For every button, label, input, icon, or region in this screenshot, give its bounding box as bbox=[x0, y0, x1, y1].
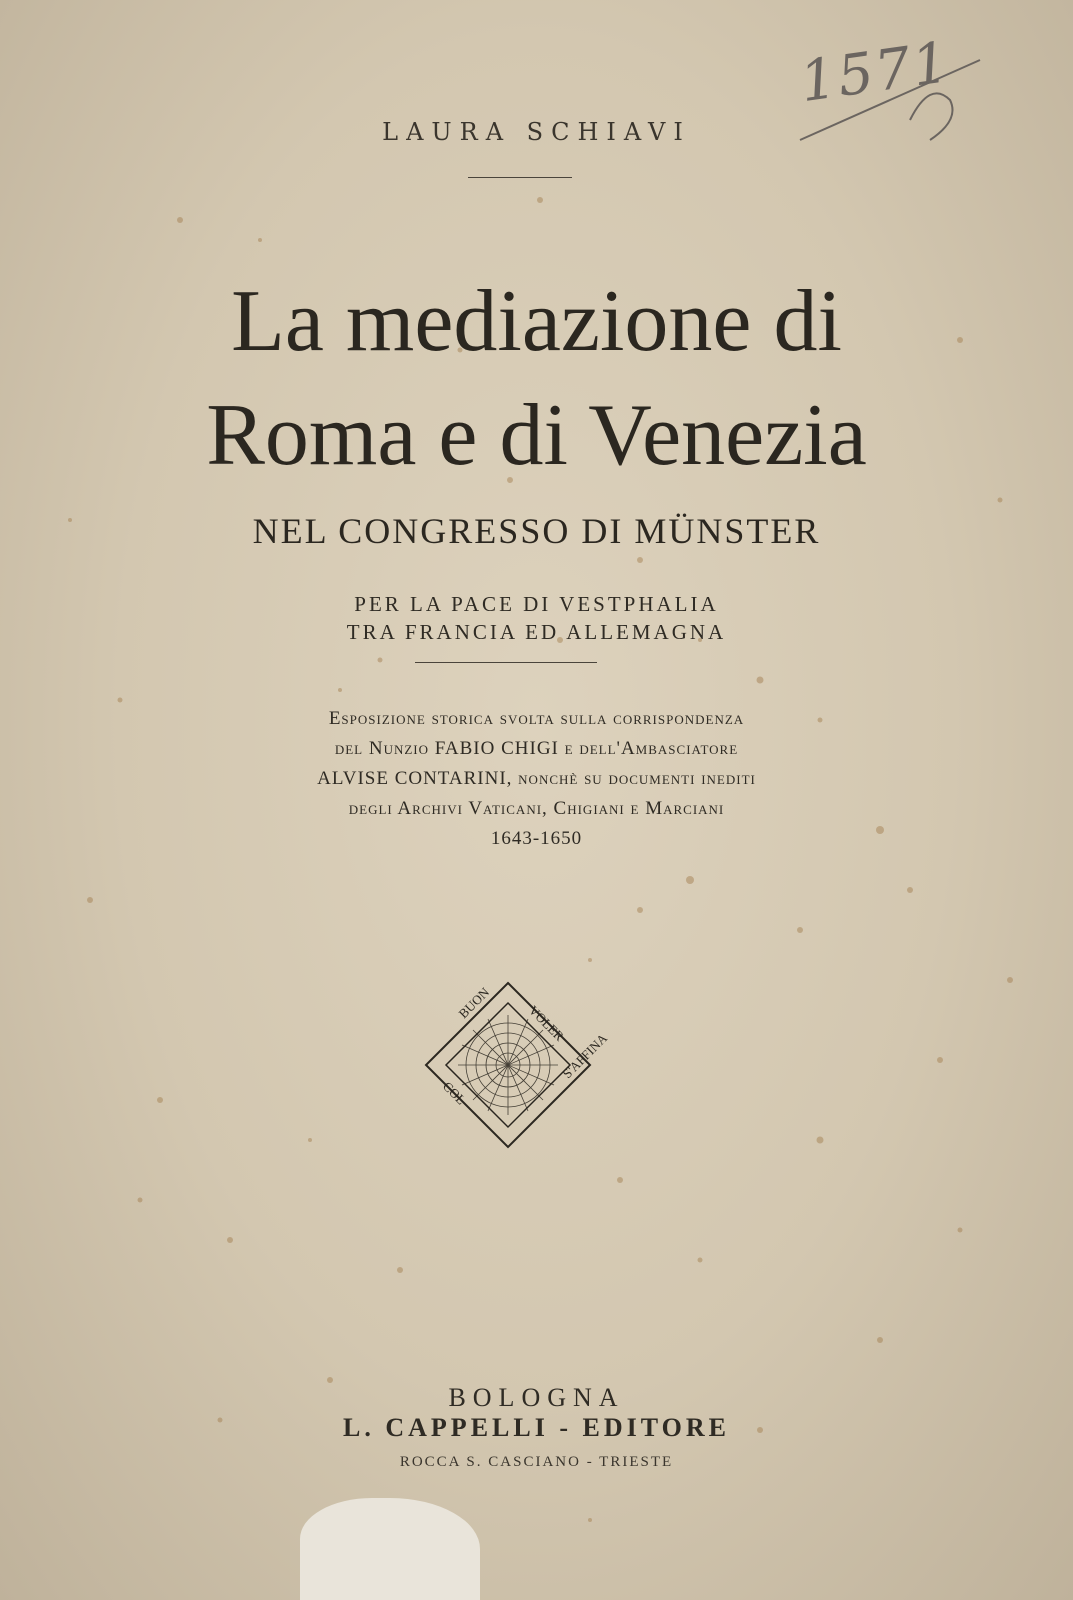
description-line: degli Archivi Vaticani, Chigiani e Marciani bbox=[348, 798, 725, 819]
title-line-1: La mediazione di bbox=[231, 273, 842, 370]
subtitle-2-line-2: TRA FRANCIA ED ALLEMAGNA bbox=[346, 620, 727, 644]
subtitle: NEL CONGRESSO DI MÜNSTER bbox=[252, 511, 821, 551]
publisher-places: ROCCA S. CASCIANO - TRIESTE bbox=[399, 1454, 674, 1470]
handwritten-number: 1571 bbox=[796, 29, 955, 116]
author-name: LAURA SCHIAVI bbox=[382, 118, 691, 146]
description-line: del Nunzio FABIO CHIGI e dell'Ambasciatore bbox=[334, 738, 739, 759]
svg-text:COL: COL bbox=[439, 1078, 469, 1108]
description-line: Esposizione storica svolta sulla corrispondenza bbox=[328, 708, 745, 729]
svg-text:VOLER: VOLER bbox=[525, 1002, 568, 1044]
divider bbox=[468, 177, 572, 178]
torn-corner bbox=[300, 1498, 480, 1600]
handwritten-mark bbox=[790, 30, 990, 170]
divider bbox=[415, 662, 597, 663]
svg-text:BUON: BUON bbox=[455, 984, 493, 1022]
title-line-2: Roma e di Venezia bbox=[206, 387, 867, 484]
date-range: 1643-1650 bbox=[490, 828, 583, 849]
publication-city: BOLOGNA bbox=[448, 1383, 625, 1412]
description-line: ALVISE CONTARINI, nonchè su documenti inediti bbox=[317, 768, 756, 789]
publisher-mark-icon bbox=[418, 975, 611, 1155]
publisher-name: L. CAPPELLI - EDITORE bbox=[343, 1413, 730, 1442]
subtitle-2-line-1: PER LA PACE DI VESTPHALIA bbox=[354, 592, 719, 616]
svg-text:S'AFFINA: S'AFFINA bbox=[559, 1030, 611, 1082]
